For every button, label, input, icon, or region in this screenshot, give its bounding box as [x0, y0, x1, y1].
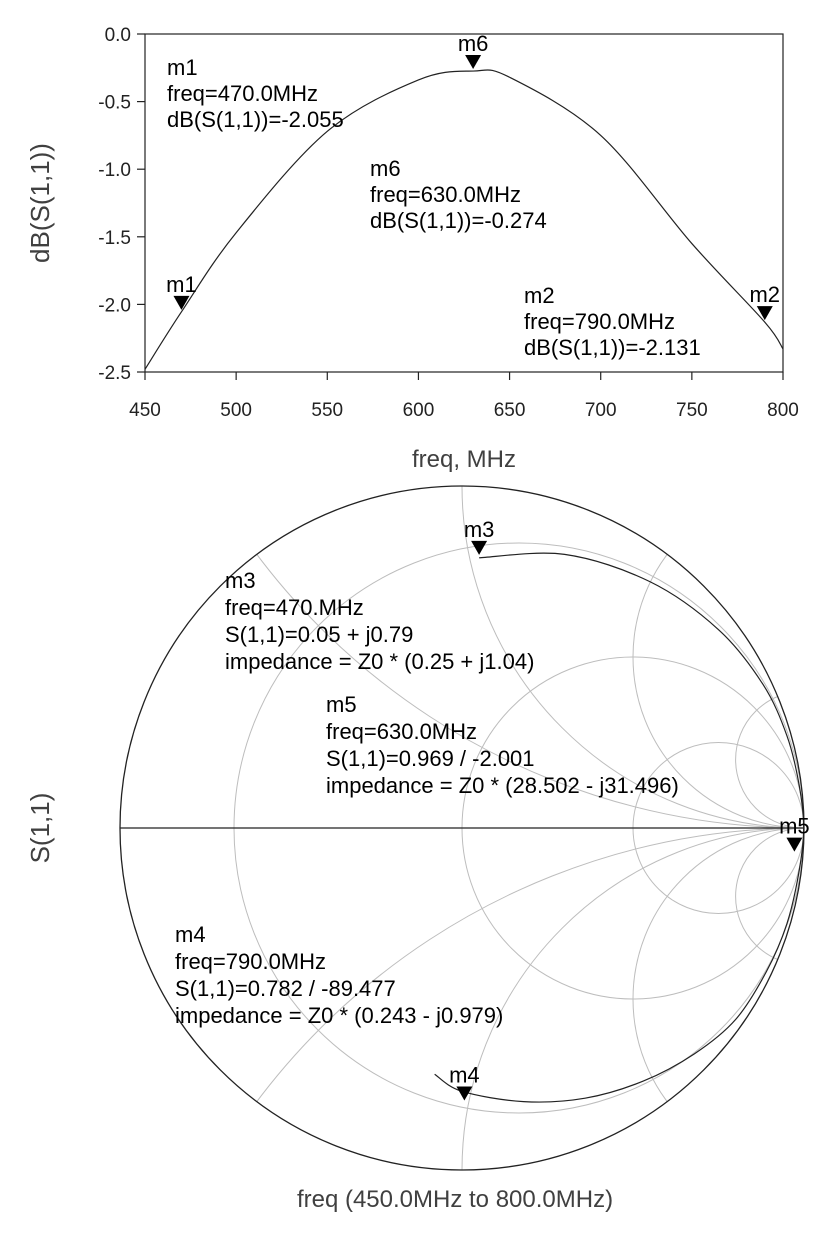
x-tick-label: 500: [220, 400, 252, 421]
smith-reactance-arc: [633, 828, 835, 1170]
y-tick-label: -2.5: [98, 363, 131, 384]
annotation-m4-line: impedance = Z0 * (0.243 - j0.979): [175, 1003, 504, 1028]
y-tick-label: -1.5: [98, 227, 131, 249]
annotation-m3-line: impedance = Z0 * (0.25 + j1.04): [225, 649, 535, 674]
smith-reactance-arc: [736, 691, 835, 828]
annotation-m2-line: m2: [524, 283, 555, 308]
annotation-m4-line: m4: [175, 922, 206, 947]
y-tick-label: -1.0: [98, 160, 131, 182]
annotation-m5-line: impedance = Z0 * (28.502 - j31.496): [326, 773, 679, 798]
marker-annotations: [167, 55, 701, 360]
smith-marker-m3-triangle: [471, 541, 487, 555]
annotation-m5-line: m5: [326, 692, 357, 717]
annotation-m3-line: S(1,1)=0.05 + j0.79: [225, 622, 414, 647]
annotation-m2-line: freq=790.0MHz: [524, 309, 676, 334]
marker-m6-label: m6: [457, 31, 489, 57]
marker-m2-label: m2: [749, 282, 781, 308]
smith-marker-m4-label: m4: [449, 1062, 480, 1088]
annotation-m3-line: freq=470.MHz: [225, 595, 364, 620]
x-tick-label: 550: [311, 400, 344, 421]
smith-reactance-arc: [462, 828, 835, 1238]
annotation-m1-line: dB(S(1,1))=-2.055: [167, 107, 344, 132]
smith-y-label: S(1,1): [25, 792, 55, 864]
annotation-m5-line: freq=630.0MHz: [326, 719, 478, 744]
smith-marker-m5-triangle: [786, 838, 802, 852]
smith-reactance-arc: [462, 144, 835, 828]
x-tick-label: 800: [767, 400, 799, 421]
annotation-m1-line: m1: [167, 55, 198, 80]
smith-marker-m5-label: m5: [779, 813, 810, 839]
annotation-m5-line: S(1,1)=0.969 / -2.001: [326, 746, 535, 771]
line-chart: [25, 25, 799, 473]
smith-reactance-arc: [120, 828, 835, 1238]
annotation-m1-line: freq=470.0MHz: [167, 81, 319, 106]
marker-m6-triangle: [465, 55, 481, 69]
annotation-m6-line: freq=630.0MHz: [370, 182, 522, 207]
x-tick-label: 600: [402, 400, 435, 421]
smith-x-label: freq (450.0MHz to 800.0MHz): [296, 1186, 614, 1213]
y-axis-ticks: [98, 25, 145, 384]
x-tick-label: 450: [129, 400, 161, 421]
annotation-m2-line: dB(S(1,1))=-2.131: [524, 335, 701, 360]
smith-marker-m3-label: m3: [463, 516, 495, 542]
x-axis-label: freq, MHz: [411, 446, 517, 473]
y-axis-label: dB(S(1,1)): [25, 143, 55, 263]
y-tick-label: -2.0: [98, 295, 131, 317]
y-tick-label: 0.0: [104, 25, 131, 46]
x-tick-label: 650: [493, 400, 526, 421]
x-axis-ticks: [129, 372, 799, 421]
smith-reactance-arc: [736, 828, 835, 965]
annotation-m4-line: freq=790.0MHz: [175, 949, 327, 974]
x-tick-label: 750: [676, 400, 708, 421]
marker-m2-triangle: [757, 306, 773, 320]
x-tick-label: 700: [584, 400, 617, 421]
marker-m1-label: m1: [166, 271, 197, 297]
y-tick-label: -0.5: [98, 92, 131, 114]
marker-group: [166, 31, 780, 320]
annotation-m3-line: m3: [225, 568, 256, 593]
annotation-m6-line: dB(S(1,1))=-0.274: [370, 208, 547, 233]
annotation-m4-line: S(1,1)=0.782 / -89.477: [175, 976, 396, 1001]
annotation-m6-line: m6: [370, 156, 401, 181]
